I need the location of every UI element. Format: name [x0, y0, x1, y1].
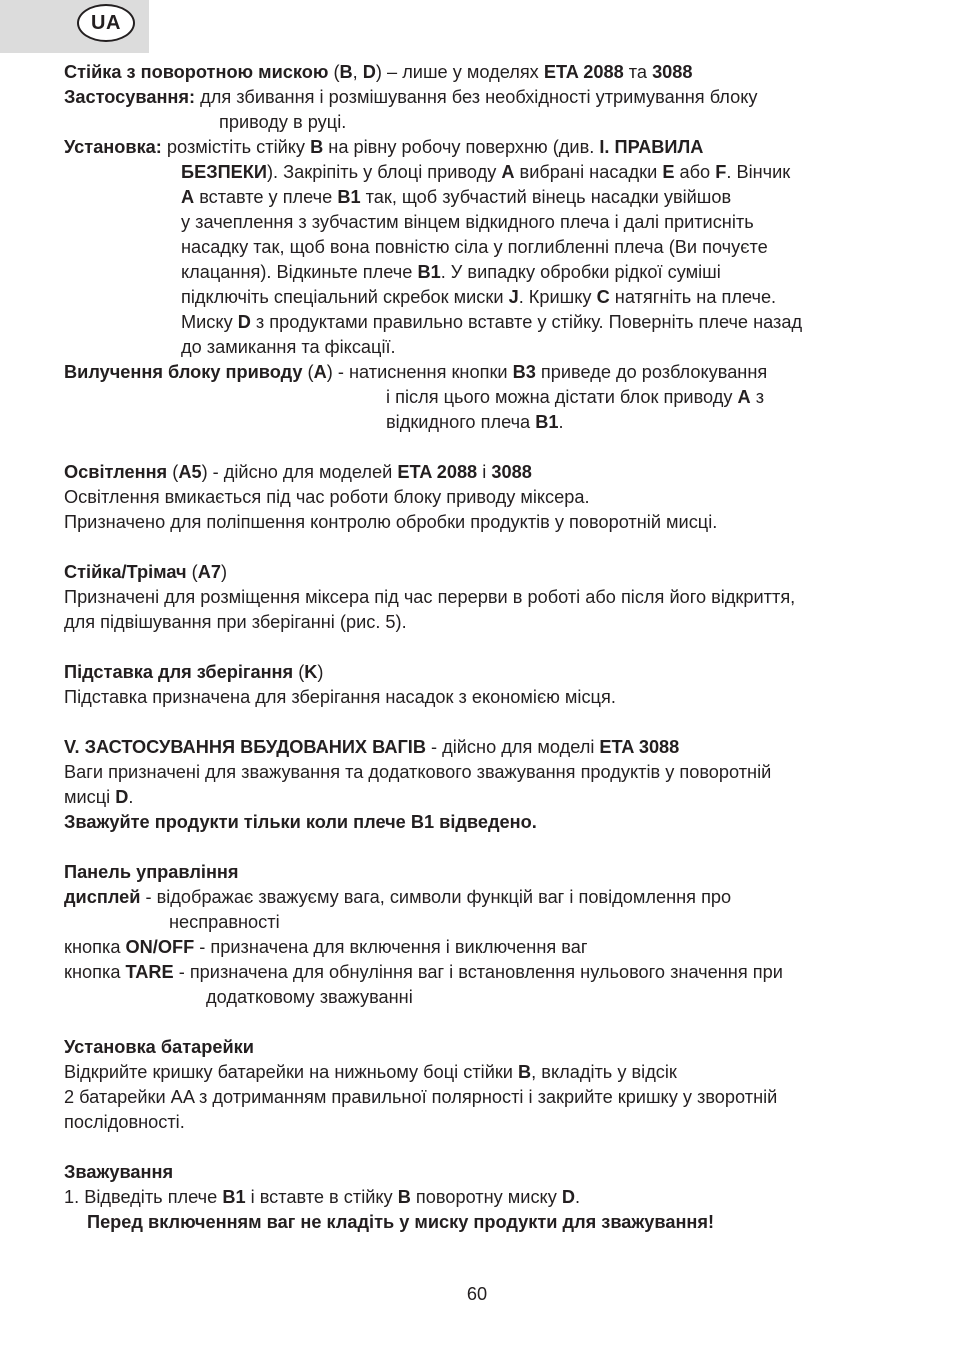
- control-panel-heading: Панель управління: [64, 862, 239, 882]
- page-content: [64, 60, 904, 1235]
- page-number: 60: [466, 1284, 488, 1304]
- spacer: [64, 435, 904, 460]
- removal-line-3: відкидного плеча B1.: [386, 412, 564, 432]
- stand-heading: Стійка з поворотною мискою (B, D) – лише у моделях ETA 2088 та 3088: [64, 62, 693, 82]
- display-line-1: дисплей - відображає зважуєму вага, символи функцій ваг і повідомлення про: [64, 887, 732, 907]
- scales-heading: V. ЗАСТОСУВАННЯ ВБУДОВАНИХ ВАГІВ - дійсно для моделі ETA 3088: [64, 737, 680, 757]
- spacer: [64, 835, 904, 860]
- battery-line-3: послідовності.: [64, 1112, 185, 1132]
- application-line-2: приводу в руці.: [219, 112, 347, 132]
- storage-line-1: Підставка призначена для зберігання насадок з економією місця.: [64, 687, 616, 707]
- language-tab: [0, 0, 149, 53]
- spacer: [64, 710, 904, 735]
- weighing-heading: Зважування: [64, 1162, 174, 1182]
- battery-heading: Установка батарейки: [64, 1037, 254, 1057]
- installation-line-5: насадку так, щоб вона повністю сіла у поглибленні плеча (Ви почуєте: [181, 237, 768, 257]
- installation-line-6: клацання). Відкиньте плече B1. У випадку обробки рідкої суміші: [181, 262, 721, 282]
- weighing-step-1: 1. Відведіть плече B1 і вставте в стійку B поворотну миску D.: [64, 1187, 581, 1207]
- installation-line-7: підключіть спеціальний скребок миски J. Кришку C натягніть на плече.: [181, 287, 777, 307]
- scales-line-2: мисці D.: [64, 787, 134, 807]
- scales-warning: Зважуйте продукти тільки коли плече B1 відведено.: [64, 812, 537, 832]
- removal-line-1: Вилучення блоку приводу (A) - натиснення кнопки B3 приведе до розблокування: [64, 362, 768, 382]
- language-badge: UA: [77, 4, 135, 42]
- tare-line-2: додатковому зважуванні: [206, 987, 413, 1007]
- installation-line-9: до замикання та фіксації.: [181, 337, 396, 357]
- weighing-warning: Перед включенням ваг не кладіть у миску продукти для зважування!: [87, 1212, 715, 1232]
- holder-line-2: для підвішування при зберіганні (рис. 5).: [64, 612, 407, 632]
- installation-line-1: Установка: розмістіть стійку B на рівну робочу поверхню (див. I. ПРАВИЛА: [64, 137, 704, 157]
- lighting-line-2: Призначено для поліпшення контролю обробки продуктів у поворотній мисці.: [64, 512, 718, 532]
- battery-line-1: Відкрийте кришку батарейки на нижньому боці стійки B, вкладіть у відсік: [64, 1062, 677, 1082]
- installation-line-8: Миску D з продуктами правильно вставте у стійку. Поверніть плече назад: [181, 312, 803, 332]
- removal-line-2: і після цього можна дістати блок приводу A з: [386, 387, 765, 407]
- onoff-line: кнопка ON/OFF - призначена для включення і виключення ваг: [64, 937, 588, 957]
- installation-line-2: БЕЗПЕКИ). Закріпіть у блоці приводу A вибрані насадки E або F. Вінчик: [181, 162, 791, 182]
- tare-line-1: кнопка TARE - призначена для обнуління ваг і встановлення нульового значення при: [64, 962, 783, 982]
- spacer: [64, 1135, 904, 1160]
- spacer: [64, 535, 904, 560]
- lighting-line-1: Освітлення вмикається під час роботи блоку приводу міксера.: [64, 487, 590, 507]
- spacer: [64, 1010, 904, 1035]
- scales-line-1: Ваги призначені для зважування та додаткового зважування продуктів у поворотній: [64, 762, 772, 782]
- holder-heading: Стійка/Трімач (A7): [64, 562, 227, 582]
- installation-line-4: у зачеплення з зубчастим вінцем відкидного плеча і далі притисніть: [181, 212, 754, 232]
- lighting-heading: Освітлення (A5) - дійсно для моделей ETA 2088 і 3088: [64, 462, 532, 482]
- installation-line-3: A вставте у плече B1 так, щоб зубчастий вінець насадки увійшов: [181, 187, 732, 207]
- battery-line-2: 2 батарейки AA з дотриманням правильної полярності і закрийте кришку у зворотній: [64, 1087, 778, 1107]
- holder-line-1: Призначені для розміщення міксера під час перерви в роботі або після його відкриття,: [64, 587, 796, 607]
- display-line-2: несправності: [169, 912, 280, 932]
- storage-heading: Підставка для зберігання (K): [64, 662, 324, 682]
- application-line-1: Застосування: для збивання і розмішування без необхідності утримування блоку: [64, 87, 758, 107]
- spacer: [64, 635, 904, 660]
